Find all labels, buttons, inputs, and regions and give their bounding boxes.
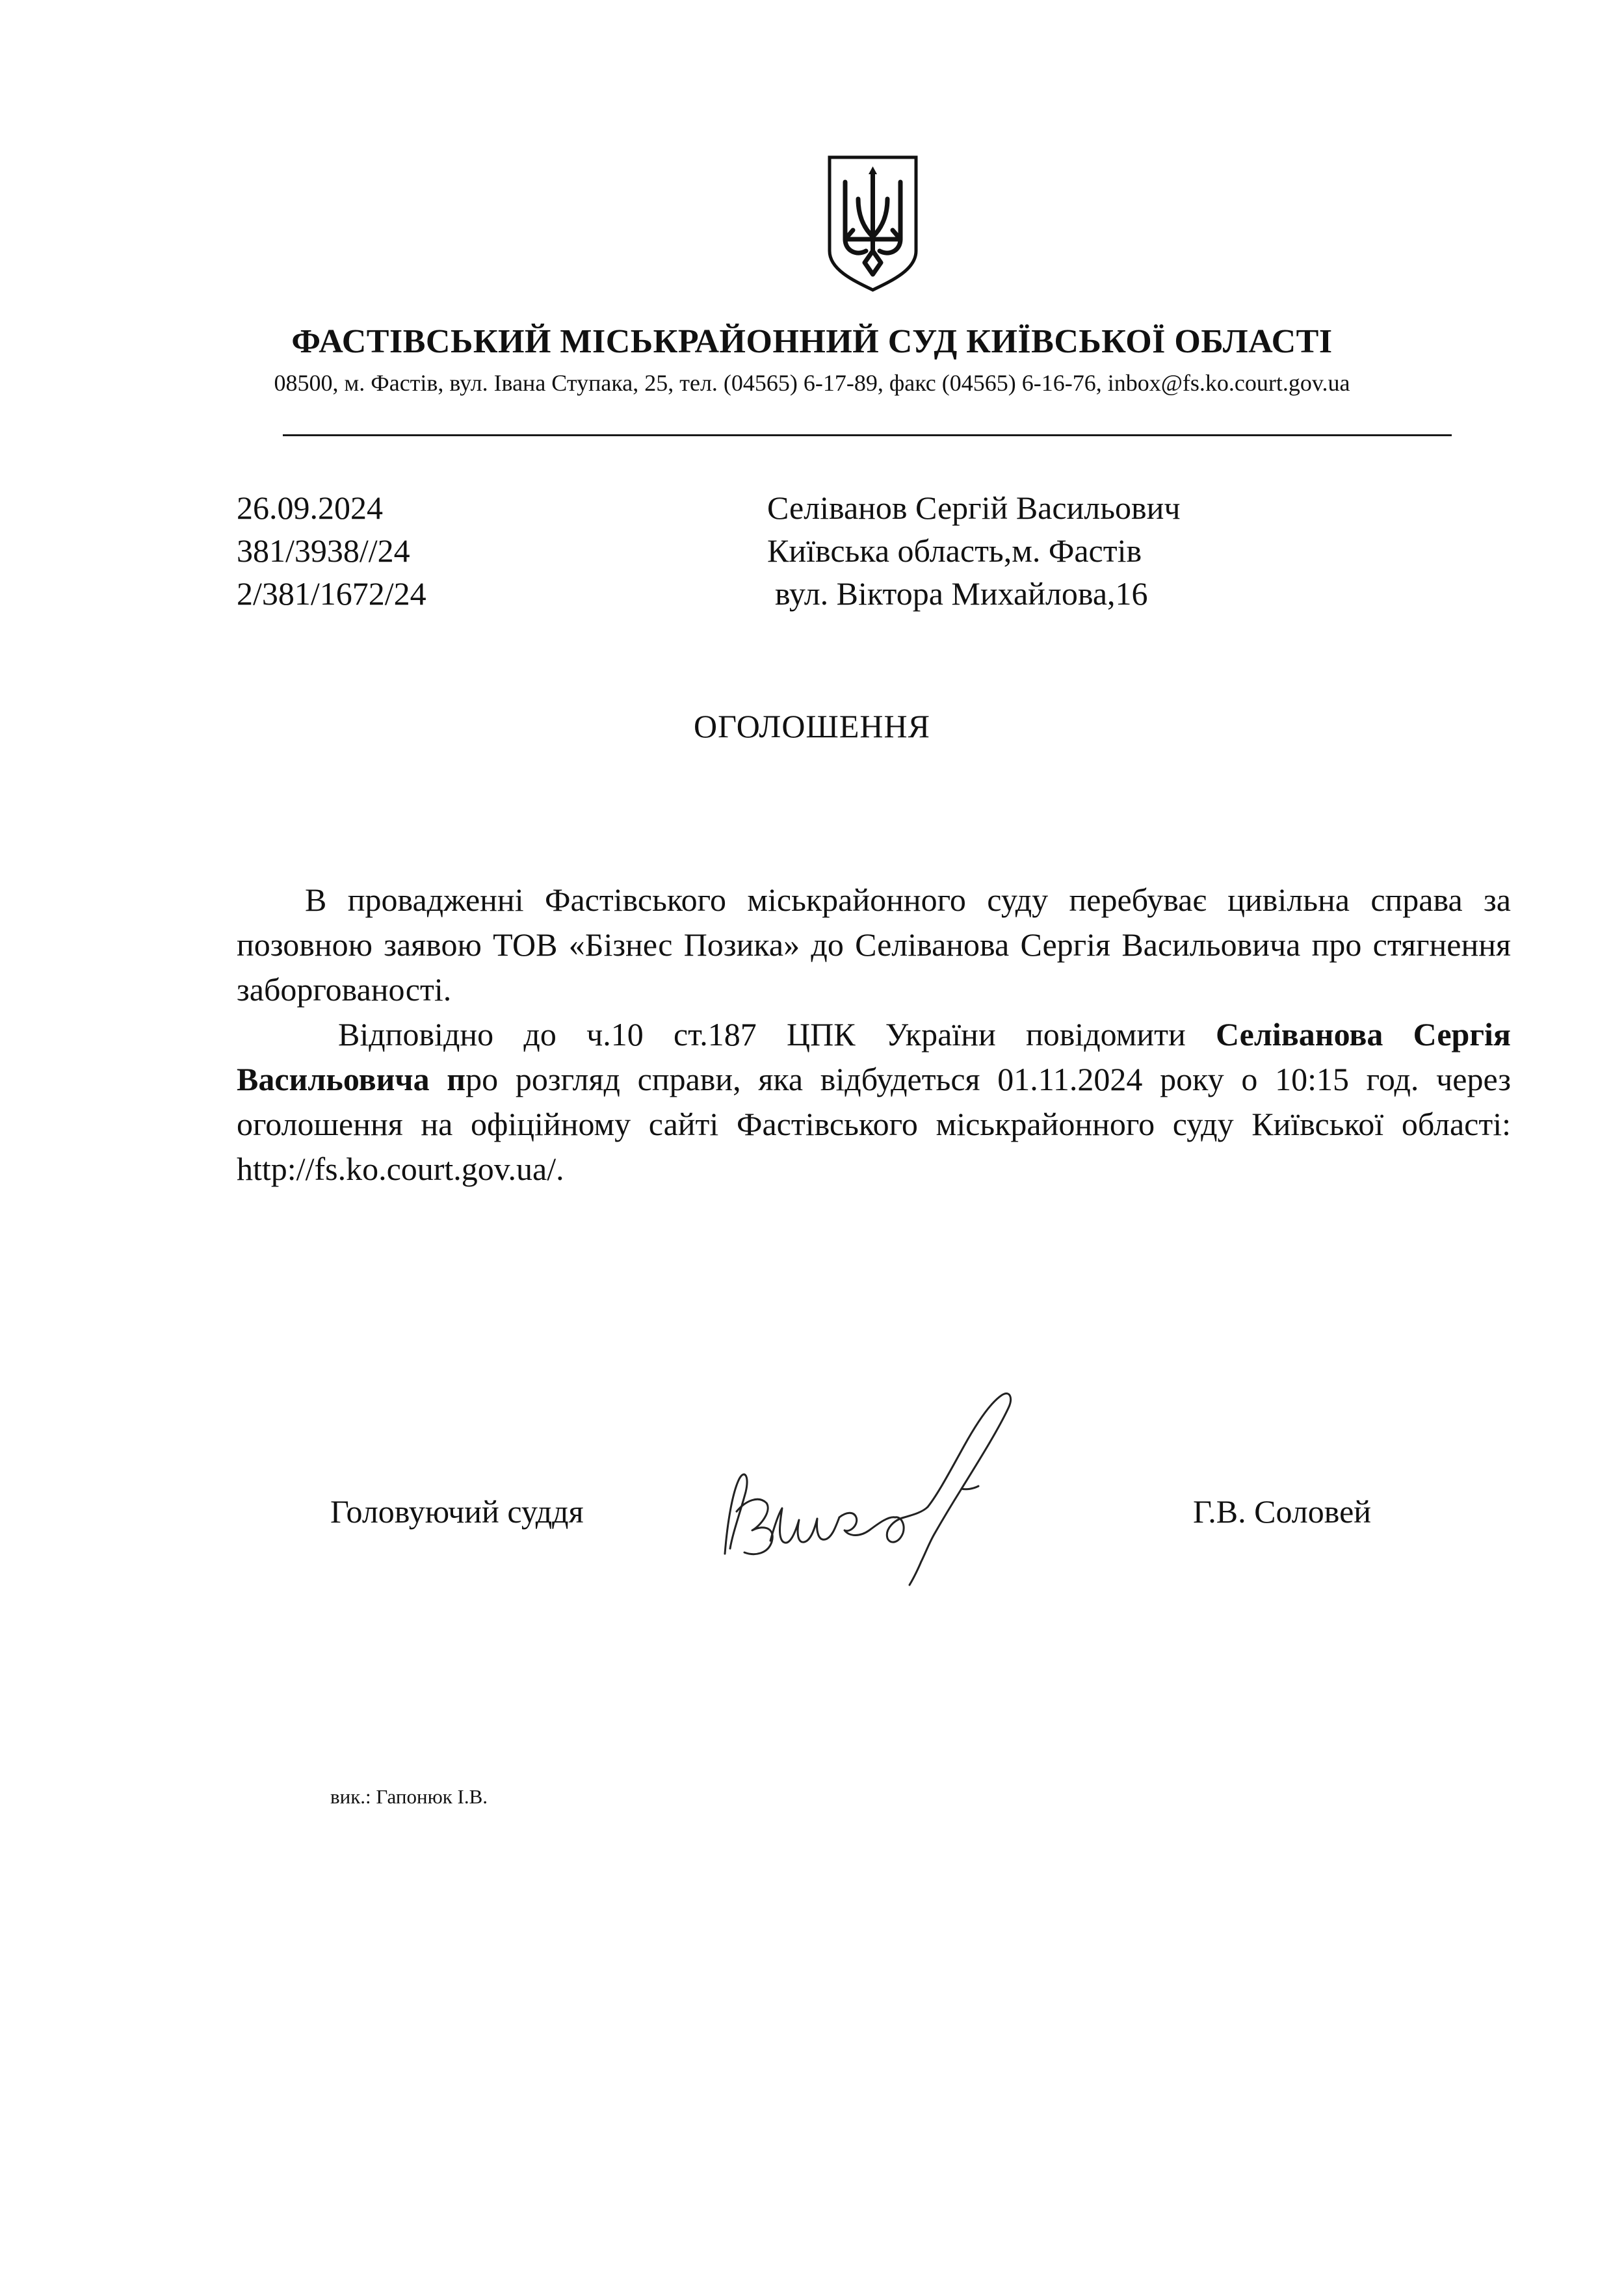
- paragraph-2-end: ро розгляд справи, яка відбудеться 01.11.2024 року о 10:15 год. через оголошення на офіційному сайті Фастівського міськрайонного суду Київської області: http://fs.ko.court.gov.ua/.: [237, 1061, 1512, 1187]
- handwritten-signature: [699, 1378, 1043, 1593]
- outgoing-number: 381/3938//24: [237, 532, 410, 569]
- body-paragraph-2: [237, 1012, 1511, 1192]
- recipient-street: вул. Віктора Михайлова,16: [775, 575, 1148, 612]
- judge-name: Г.В. Соловей: [1193, 1493, 1372, 1530]
- case-number: 2/381/1672/24: [237, 575, 426, 612]
- judge-role: Головуючий суддя: [330, 1493, 584, 1530]
- header-divider: [283, 434, 1452, 436]
- body-paragraph-1: В провадженні Фастівського міськрайонного суду перебуває цивільна справа за позовною заявою ТОВ «Бізнес Позика» до Селіванова Сергія Васильовича про стягнення заборгованості.: [237, 882, 1511, 1008]
- court-address: 08500, м. Фастів, вул. Івана Ступака, 25, тел. (04565) 6-17-89, факс (04565) 6-16-76, inbox@fs.ko.court.gov.ua: [274, 370, 1350, 396]
- document-date: 26.09.2024: [237, 490, 383, 526]
- coat-of-arms-icon: [826, 153, 920, 292]
- executor-line: вик.: Гапонюк І.В.: [330, 1785, 488, 1808]
- court-name: ФАСТІВСЬКИЙ МІСЬКРАЙОННИЙ СУД КИЇВСЬКОЇ ОБЛАСТІ: [291, 323, 1333, 360]
- recipient-name: Селіванов Сергій Васильович: [767, 490, 1181, 526]
- defendant-name-bold: Селіванова Сергія Васильовича п: [237, 1016, 1511, 1097]
- recipient-region: Київська область,м. Фастів: [767, 532, 1142, 569]
- paragraph-2-start: Відповідно до ч.10 ст.187 ЦПК України повідомити: [338, 1016, 1216, 1053]
- document-title: ОГОЛОШЕННЯ: [694, 708, 930, 744]
